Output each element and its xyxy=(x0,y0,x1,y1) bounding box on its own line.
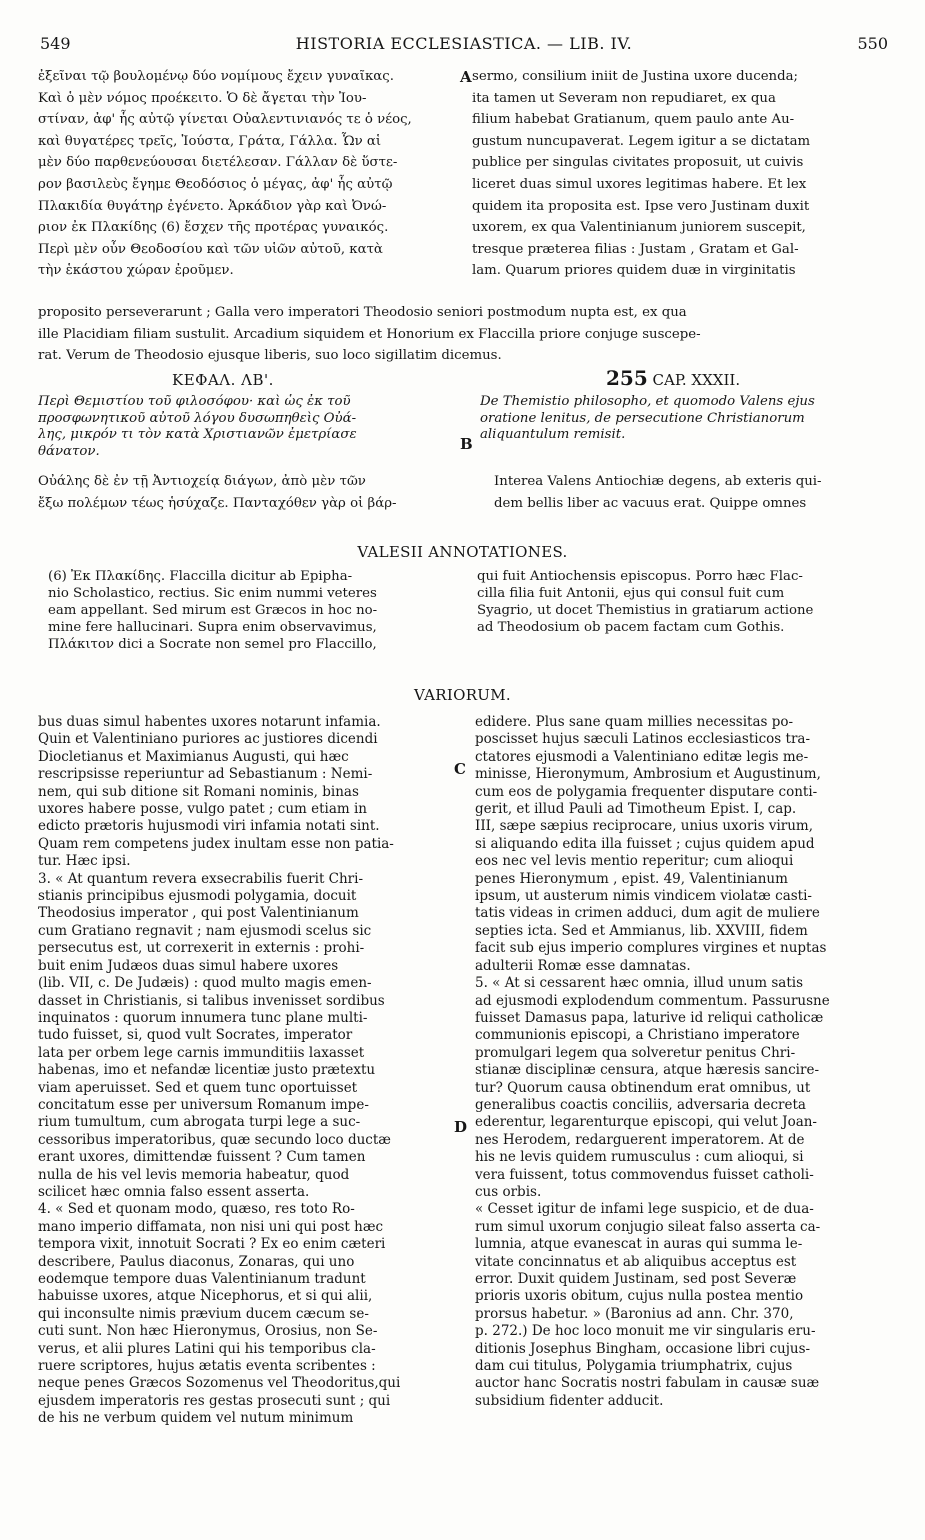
margin-mark-c: C xyxy=(454,760,466,778)
variorum-line: neque penes Græcos Sozomenus vel Theodoritus,qui xyxy=(38,1375,401,1392)
greek-column-top xyxy=(38,66,458,282)
annotation-line: cilla filia fuit Antonii, ejus qui consul fuit cum xyxy=(477,586,785,601)
variorum-line: poscisset hujus sæculi Latinos ecclesiasticos tra- xyxy=(475,731,811,748)
latin-chapter-title xyxy=(480,394,890,444)
variorum-line: septies icta. Sed et Ammianus, lib. XXVIII, fidem xyxy=(475,922,808,939)
variorum-line: rium tumultum, cum abrogata turpi lege a suc- xyxy=(38,1114,361,1131)
marginal-number: 255 xyxy=(606,366,648,390)
annotation-line: eam appellant. Sed mirum est Græcos in hoc no- xyxy=(48,603,378,618)
variorum-line: nulla de his vel levis memoria habeatur, quod xyxy=(38,1166,350,1183)
variorum-line: tur? Quorum causa obtinendum erat omnibus, ut xyxy=(475,1079,811,1096)
variorum-line: 4. « Sed et quonam modo, quæso, res toto Ro- xyxy=(38,1201,355,1218)
variorum-line: adulterii Romæ esse damnatas. xyxy=(475,957,691,974)
valesii-heading: VALESII ANNOTATIONES. xyxy=(357,543,568,561)
latin-text-line: publice per singulas civitates proposuit, ut cuivis xyxy=(472,155,804,171)
variorum-line: prorsus habetur. » (Baronius ad ann. Chr. 370, xyxy=(475,1305,794,1322)
greek-title-line: λης, μικρόν τι τὸν κατὰ Χριστιανῶν ἐμετρίασε xyxy=(38,427,357,442)
variorum-line: ruere scriptores, hujus ætatis eventa scribentes : xyxy=(38,1358,376,1375)
variorum-line: tempora vixit, innotuit Socrati ? Ex eo enim cæteri xyxy=(38,1236,386,1253)
latin-chapter-label: CAP. XXXII. xyxy=(652,371,741,389)
variorum-line: concitatum esse per universum Romanum impe- xyxy=(38,1096,369,1113)
greek-chapter-title xyxy=(38,394,458,460)
greek-text-line: καὶ θυγατέρες τρεῖς, Ἰούστα, Γράτα, Γάλλα. Ὧν αἱ xyxy=(38,133,382,149)
variorum-line: scilicet hæc omnia falso essent asserta. xyxy=(38,1183,310,1200)
variorum-line: Theodosius imperator , qui post Valentinianum xyxy=(38,905,359,922)
variorum-line: buit enim Judæos duas simul habere uxores xyxy=(38,957,339,974)
variorum-line: promulgari legem qua solveretur penitus Chri- xyxy=(475,1044,796,1061)
variorum-line: de his ne verbum quidem vel nutum minimum xyxy=(38,1410,354,1427)
variorum-line: generalibus coactis conciliis, adversaria decreta xyxy=(475,1096,806,1113)
greek-title-line: θάνατον. xyxy=(38,443,100,459)
variorum-line: rescripsisse reperiuntur ad Sebastianum : Nemi- xyxy=(38,766,373,783)
annotation-line: Syagrio, ut docet Themistius in gratiarum actione xyxy=(477,603,814,618)
annotation-line: nio Scholastico, rectius. Sic enim nummi veteres xyxy=(48,586,377,601)
variorum-line: rum simul uxorum conjugio sileat falso asserta ca- xyxy=(475,1218,821,1235)
variorum-line: subsidium fidenter adducit. xyxy=(475,1392,664,1409)
variorum-line: nes Herodem, redarguerent imperatorem. At de xyxy=(475,1131,805,1148)
full-width-paragraph xyxy=(38,302,890,367)
latin-text-line: quidem ita proposita est. Ipse vero Justinam duxit xyxy=(472,198,810,214)
variorum-line: edidere. Plus sane quam millies necessitas po- xyxy=(475,714,794,730)
latin-text-line: rat. Verum de Theodosio ejusque liberis, suo loco sigillatim dicemus. xyxy=(38,348,502,364)
margin-mark-a: A xyxy=(460,68,472,86)
variorum-line: viam aperuisset. Sed et quem tunc oportuisset xyxy=(38,1079,358,1096)
greek-text-line: ριον ἐκ Πλακίδης (6) ἔσχεν τῆς προτέρας γυναικός. xyxy=(38,220,389,236)
latin-chapter-heading xyxy=(606,366,740,390)
greek-text-line: ρον βασιλεὺς ἔγημε Θεοδόσιος ὁ μέγας, ἀφ' ἧς αὐτῷ xyxy=(38,176,393,192)
greek-text-line: ἔξω πολέμων τέως ἡσύχαζε. Πανταχόθεν γὰρ οἱ βάρ- xyxy=(38,495,397,511)
latin-text-line: Interea Valens Antiochiæ degens, ab exteris qui- xyxy=(494,474,822,489)
variorum-line: error. Duxit quidem Justinam, sed post Severæ xyxy=(475,1271,797,1287)
greek-text-line: στίναν, ἀφ' ἧς αὐτῷ γίνεται Οὐαλεντινιανός τε ὁ νέος, xyxy=(38,112,412,128)
variorum-line: cuti sunt. Non hæc Hieronymus, Orosius, non Se- xyxy=(38,1323,378,1340)
variorum-line: facit sub ejus imperio complures virgines et nuptas xyxy=(475,940,827,957)
variorum-line: p. 272.) De hoc loco monuit me vir singularis eru- xyxy=(475,1323,816,1340)
running-header xyxy=(40,34,888,56)
variorum-heading: VARIORUM. xyxy=(414,686,511,704)
variorum-line: nem, qui sub ditione sit Romani nominis, binas xyxy=(38,783,359,800)
variorum-line: lata per orbem lege carnis immunditiis laxasset xyxy=(38,1044,365,1061)
greek-text-line: Οὐάλης δὲ ἐν τῇ Ἀντιοχείᾳ διάγων, ἀπὸ μὲν τῶν xyxy=(38,474,366,489)
variorum-line: erant uxores, dimittendæ fuissent ? Cum tamen xyxy=(38,1149,366,1166)
variorum-line: prioris uxoris obitum, cujus nulla postea mentio xyxy=(475,1288,804,1305)
latin-column-body xyxy=(494,471,890,514)
greek-text-line: Καὶ ὁ μὲν νόμος προέκειτο. Ὁ δὲ ἄγεται τὴν Ἰου- xyxy=(38,90,367,106)
variorum-line: uxores habere posse, vulgo patet ; cum etiam in xyxy=(38,801,367,818)
greek-text-line: Πλακιδία θυγάτηρ ἐγένετο. Ἀρκάδιον γὰρ καὶ Ὀνώ- xyxy=(38,198,387,214)
margin-mark-b: B xyxy=(460,435,473,453)
latin-title-line: De Themistio philosopho, et quomodo Valens ejus xyxy=(480,394,815,409)
latin-text-line: ille Placidiam filiam sustulit. Arcadium siquidem et Honorium ex Flaccilla priore conjuge suscepe- xyxy=(38,326,701,342)
greek-text-line: ἐξεῖναι τῷ βουλομένῳ δύο νομίμους ἔχειν γυναῖκας. xyxy=(38,69,394,84)
variorum-line: 5. « At si cessarent hæc omnia, illud unum satis xyxy=(475,975,804,992)
latin-title-line: oratione lenitus, de persecutione Christianorum xyxy=(480,410,805,426)
greek-title-line: προσφωνητικοῦ αὐτοῦ λόγου δυσωπηθεὶς Οὐά- xyxy=(38,410,357,426)
annotation-line: qui fuit Antiochensis episcopus. Porro hæc Flac- xyxy=(477,569,803,584)
variorum-line: describere, Paulus diaconus, Zonaras, qui uno xyxy=(38,1253,355,1270)
greek-column-body xyxy=(38,471,458,514)
variorum-line: mano imperio diffamata, non nisi uni qui post hæc xyxy=(38,1218,384,1235)
latin-column-top xyxy=(472,66,890,282)
variorum-line: gerit, et illud Pauli ad Timotheum Epist. I, cap. xyxy=(475,801,797,818)
variorum-line: (lib. VII, c. De Judæis) : quod multo magis emen- xyxy=(38,975,372,992)
annotation-line: Πλάκιτον dici a Socrate non semel pro Flaccillo, xyxy=(48,637,377,652)
variorum-line: fuisset Damasus papa, laturive id reliqui catholicæ xyxy=(475,1009,824,1026)
variorum-line: Quam rem competens judex inultam esse non patia- xyxy=(38,835,394,852)
variorum-line: bus duas simul habentes uxores notarunt infamia. xyxy=(38,714,381,730)
latin-text-line: sermo, consilium iniit de Justina uxore ducenda; xyxy=(472,69,799,84)
variorum-line: edicto prætoris hujusmodi viri infamia notati sint. xyxy=(38,818,380,835)
latin-text-line: dem bellis liber ac vacuus erat. Quippe omnes xyxy=(494,495,807,511)
variorum-line: habenas, imo et nefandæ licentiæ justo prætextu xyxy=(38,1062,376,1079)
variorum-line: ejusdem imperatoris res gestas prosecuti sunt ; qui xyxy=(38,1392,391,1409)
variorum-line: dam cui titulus, Polygamia triumphatrix, cujus xyxy=(475,1358,793,1375)
latin-text-line: liceret duas simul uxores legitimas habere. Et lex xyxy=(472,176,807,192)
variorum-line: eodemque tempore duas Valentinianum tradunt xyxy=(38,1271,366,1287)
variorum-line: si aliquando edita illa fuisset ; cujus quidem apud xyxy=(475,835,815,852)
variorum-line: minisse, Hieronymum, Ambrosium et Augustinum, xyxy=(475,766,821,783)
latin-text-line: ita tamen ut Severam non repudiaret, ex qua xyxy=(472,90,776,106)
variorum-line: penes Hieronymum , epist. 49, Valentinianum xyxy=(475,870,788,887)
latin-title-line: aliquantulum remisit. xyxy=(480,427,626,442)
variorum-line: tur. Hæc ipsi. xyxy=(38,853,131,870)
latin-text-line: lam. Quarum priores quidem duæ in virginitatis xyxy=(472,263,796,279)
greek-text-line: μὲν δύο παρθενεύουσαι διετέλεσαν. Γάλλαν δὲ ὕστε- xyxy=(38,155,398,171)
variorum-line: Quin et Valentiniano puriores ac justiores dicendi xyxy=(38,731,378,748)
variorum-line: ipsum, ut austerum nimis vindicem violatæ casti- xyxy=(475,888,812,905)
greek-chapter-heading: ΚΕΦΑΛ. ΛΒ'. xyxy=(172,371,274,389)
variorum-line: habuisse uxores, atque Nicephorus, et si qui alii, xyxy=(38,1288,373,1305)
latin-text-line: proposito perseverarunt ; Galla vero imperatori Theodosio seniori postmodum nupta est, ex qua xyxy=(38,305,687,320)
variorum-line: Diocletianus et Maximianus Augusti, qui hæc xyxy=(38,748,349,765)
variorum-line: cum Gratiano regnavit ; nam ejusmodi scelus sic xyxy=(38,922,372,939)
variorum-line: ctatores ejusmodi a Valentiniano editæ legis me- xyxy=(475,748,809,765)
greek-text-line: Περὶ μὲν οὖν Θεοδοσίου καὶ τῶν υἱῶν αὐτοῦ, κατὰ xyxy=(38,241,383,257)
variorum-line: inquinatos : quorum innumera tunc plane multi- xyxy=(38,1009,368,1026)
greek-text-line: τὴν ἑκάστου χώραν ἐροῦμεν. xyxy=(38,263,234,279)
annotation-line: ad Theodosium ob pacem factam cum Gothis. xyxy=(477,620,785,635)
latin-text-line: uxorem, ex qua Valentinianum juniorem suscepit, xyxy=(472,220,806,236)
variorum-line: stianæ disciplinæ censura, atque hæresis sancire- xyxy=(475,1062,819,1079)
variorum-line: auctor hanc Socratis nostri fabulam in causæ suæ xyxy=(475,1375,820,1392)
variorum-line: tatis videas in crimen adduci, dum agit de muliere xyxy=(475,905,820,922)
latin-text-line: gustum nuncupaverat. Legem igitur a se dictatam xyxy=(472,133,811,149)
variorum-notes-left xyxy=(38,714,450,1428)
variorum-line: qui inconsulte nimis prævium ducem cæcum se- xyxy=(38,1305,369,1322)
variorum-line: verus, et alii plures Latini qui his temporibus cla- xyxy=(38,1340,376,1357)
variorum-line: dasset in Christianis, si talibus invenisset sordibus xyxy=(38,992,385,1009)
variorum-notes-right xyxy=(475,714,887,1410)
variorum-line: cus orbis. xyxy=(475,1183,542,1200)
valesii-notes-right xyxy=(477,568,887,636)
variorum-line: cum eos de polygamia frequenter disputare conti- xyxy=(475,783,818,800)
annotation-line: mine fere hallucinari. Supra enim observavimus, xyxy=(48,620,377,635)
variorum-line: III, sæpe sæpius reciprocare, unius uxoris virum, xyxy=(475,818,814,835)
variorum-line: ederentur, legarenturque episcopi, qui velut Joan- xyxy=(475,1114,817,1131)
variorum-line: tudo fuisset, si, quod vult Socrates, imperator xyxy=(38,1027,353,1044)
greek-title-line: Περὶ Θεμιστίου τοῦ φιλοσόφου· καὶ ὡς ἐκ τοῦ xyxy=(38,394,351,409)
page-number-left: 549 xyxy=(40,34,71,53)
variorum-line: communionis episcopi, a Christiano imperatore xyxy=(475,1027,800,1044)
running-title: HISTORIA ECCLESIASTICA. — LIB. IV. xyxy=(295,34,633,53)
variorum-line: persecutus est, ut correxerit in externis : prohi- xyxy=(38,940,365,957)
variorum-line: ditionis Josephus Bingham, occasione libri cujus- xyxy=(475,1340,811,1357)
variorum-line: vitate concinnatus et ab aliquibus acceptus est xyxy=(475,1253,797,1270)
variorum-line: vera fuissent, totus commovendus fuisset catholi- xyxy=(475,1166,814,1183)
latin-text-line: filium habebat Gratianum, quem paulo ante Au- xyxy=(472,112,795,128)
variorum-line: stianis principibus ejusmodi polygamia, docuit xyxy=(38,888,357,905)
margin-mark-d: D xyxy=(454,1118,468,1136)
annotation-line: (6) Ἐκ Πλακίδης. Flaccilla dicitur ab Epipha- xyxy=(48,569,353,584)
variorum-line: eos nec vel levis mentio reperitur; cum alioqui xyxy=(475,853,794,870)
variorum-line: 3. « At quantum revera exsecrabilis fuerit Chri- xyxy=(38,870,364,887)
valesii-notes-left xyxy=(48,568,458,653)
variorum-line: « Cesset igitur de infami lege suspicio, et de dua- xyxy=(475,1201,814,1218)
variorum-line: ad ejusmodi explodendum commentum. Passurusne xyxy=(475,992,830,1009)
page-number-right: 550 xyxy=(857,34,888,53)
variorum-line: cessoribus imperatoribus, quæ secundo loco ductæ xyxy=(38,1131,391,1148)
latin-text-line: tresque præterea filias : Justam , Gratam et Gal- xyxy=(472,241,799,257)
variorum-line: his ne levis quidem rumusculus : cum alioqui, si xyxy=(475,1149,804,1166)
variorum-line: lumnia, atque evanescat in auras qui summa le- xyxy=(475,1236,803,1253)
